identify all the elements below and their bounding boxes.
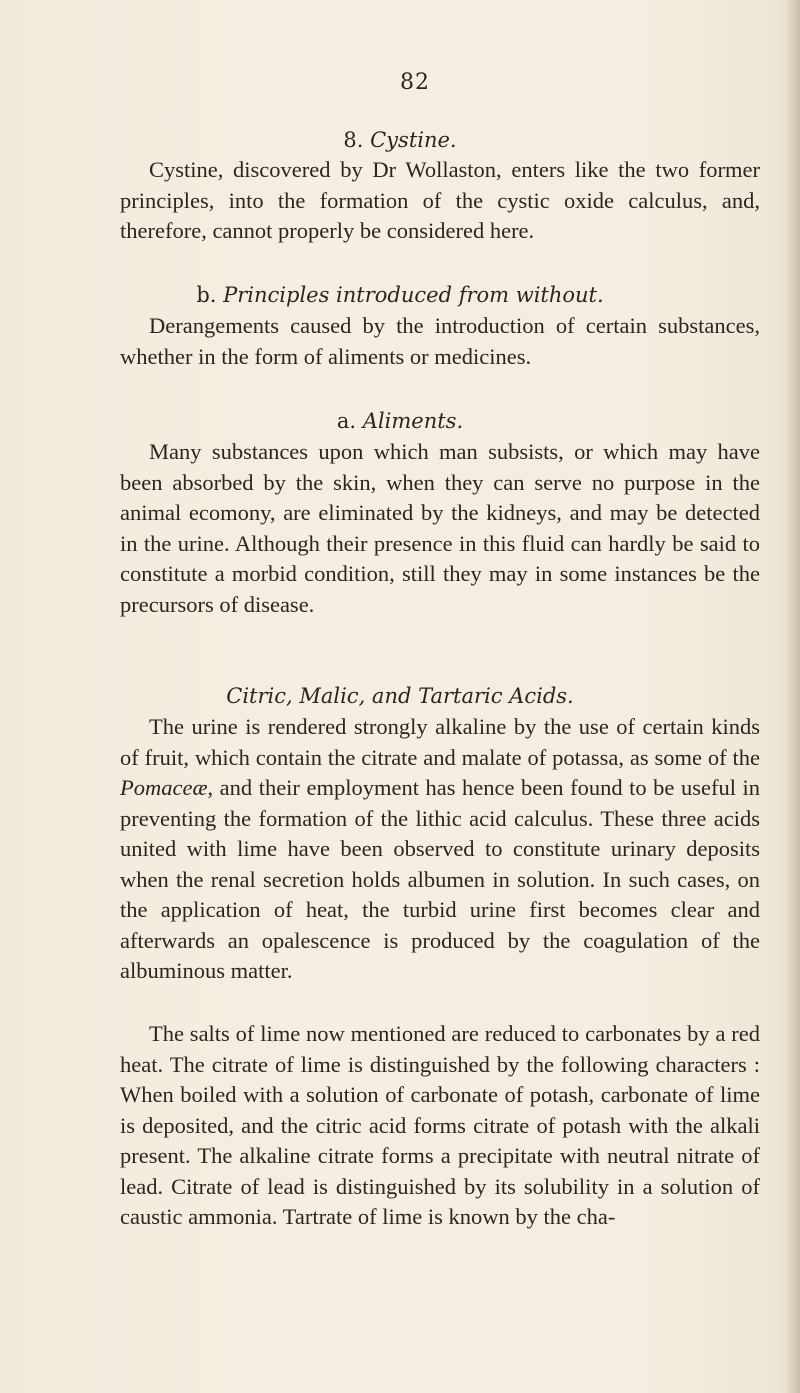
- paragraph-cystine: Cystine, discovered by Dr Wollaston, enters like the two former principles, into the formation of the cystic oxide calculus, and, therefore, cannot properly be considered here.: [120, 157, 760, 243]
- paragraph-text: , and their employment has hence been found to be useful in preventing the formation of the lithic acid calculus. These three acids united with lime have been observed to constitute urinary deposits when the renal secretion holds albumen in solution. In such cases, on the application of heat, the turbid urine first becomes clear and afterwards an opalescence is produced by the coagulation of the albuminous matter.: [120, 775, 760, 983]
- section-heading-acids: [0, 684, 800, 708]
- section-heading-cystine: [0, 128, 800, 152]
- heading-title: Cystine.: [370, 128, 457, 152]
- paragraph-salts-of-lime: The salts of lime now mentioned are reduced to carbonates by a red heat. The citrate of lime is distinguished by the following characters : When boiled with a solution of carbonate of potash, carbonate of lime is deposited, and the citric acid forms citrate of potash with the alkali present. The alkaline citrate forms a precipitate with neutral nitrate of lead. Citrate of lead is distinguished by its solubility in a solution of caustic ammonia. Tartrate of lime is known by the cha-: [120, 1021, 760, 1229]
- paragraph-acids-urine: [120, 712, 760, 987]
- heading-title: Principles introduced from without.: [223, 283, 604, 307]
- paragraph-derangements: Derangements caused by the introduction of certain substances, whether in the form of aliments or medicines.: [120, 313, 760, 369]
- paragraph-text: The urine is rendered strongly alkaline by the use of certain kinds of fruit, which contain the citrate and malate of potassa, as some of the: [120, 714, 760, 770]
- heading-title: Citric, Malic, and Tartaric Acids.: [226, 684, 574, 708]
- heading-title: Aliments.: [362, 409, 464, 433]
- section-heading-aliments: [0, 409, 800, 433]
- page-number: 82: [400, 70, 430, 95]
- italic-term-pomaceae: Pomaceæ: [120, 775, 208, 800]
- heading-marker: 8.: [343, 128, 364, 152]
- section-heading-principles: [0, 283, 800, 307]
- heading-marker: a.: [336, 409, 357, 433]
- heading-marker: b.: [196, 283, 217, 307]
- paragraph-aliments: Many substances upon which man subsists, or which may have been absorbed by the skin, when they can serve no purpose in the animal ecomony, are eliminated by the kidneys, and may be detected in the urine. Although their presence in this fluid can hardly be said to constitute a morbid condition, still they may in some instances be the precursors of disease.: [120, 439, 760, 617]
